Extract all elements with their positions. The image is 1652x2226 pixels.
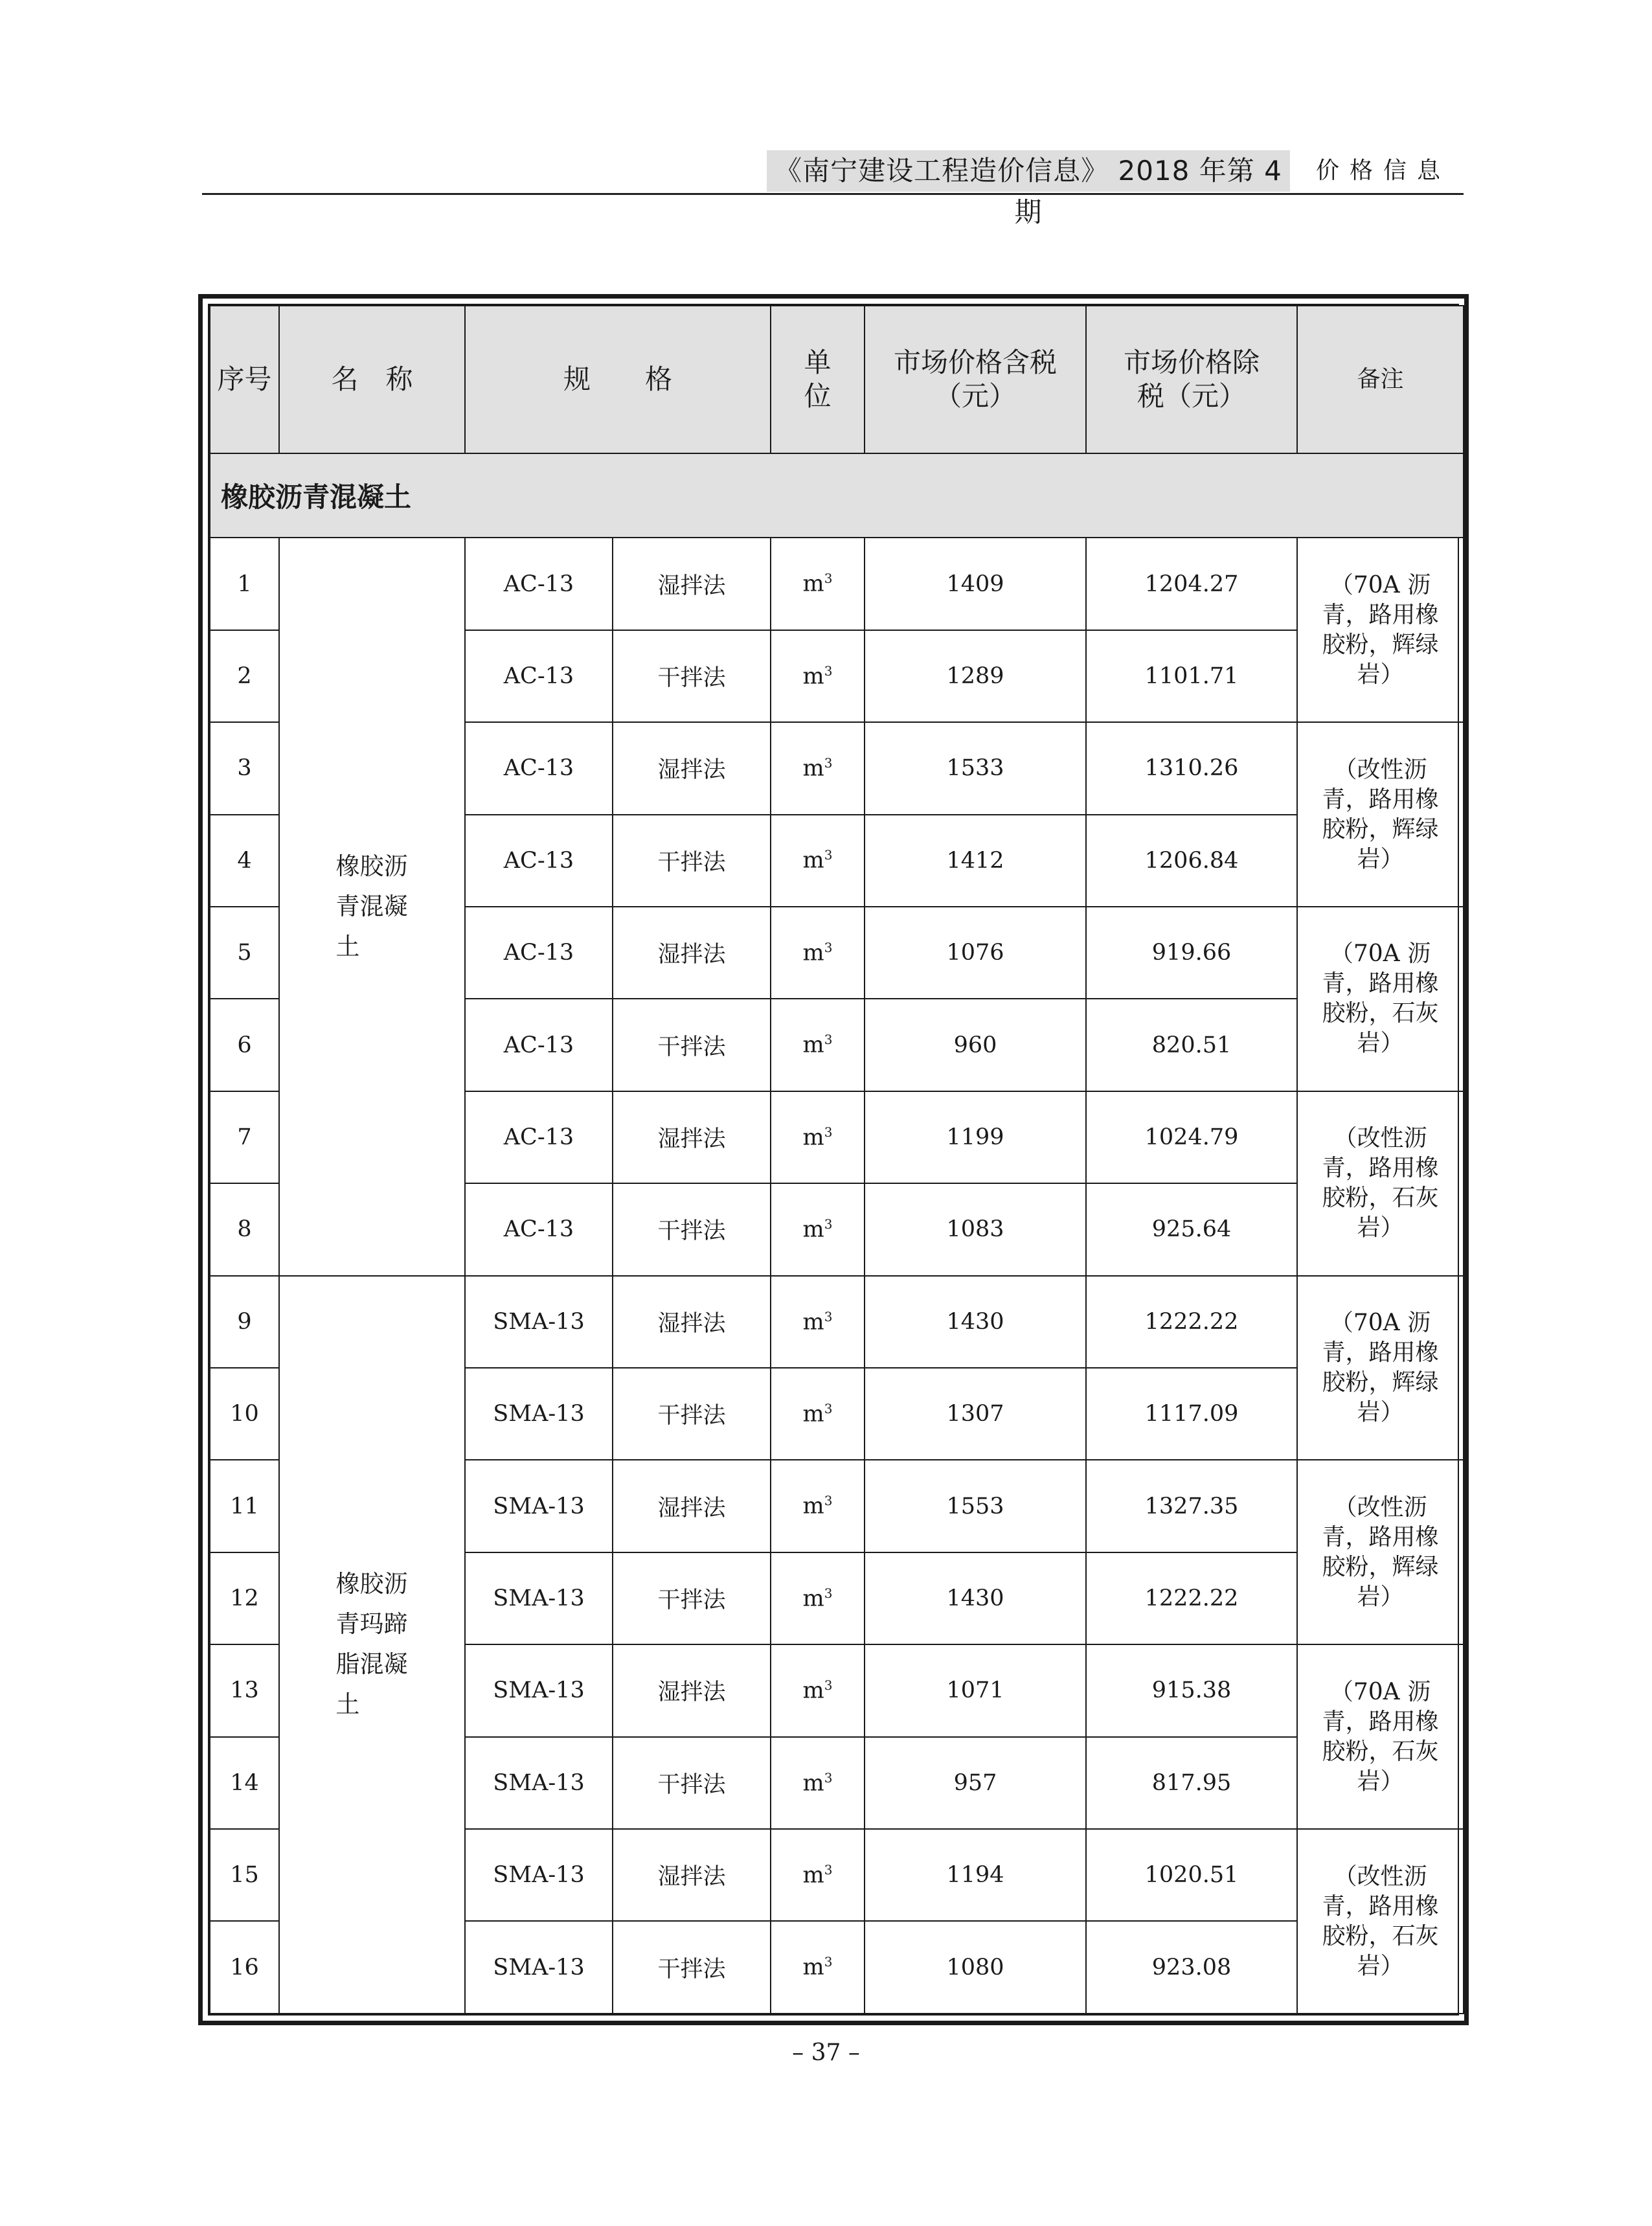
price-notax-cell: 925.64: [1086, 1183, 1297, 1275]
seq-cell: 10: [210, 1368, 279, 1460]
method-cell: 干拌法: [613, 815, 771, 907]
unit-superscript: 3: [824, 939, 833, 955]
price-notax-cell: 1101.71: [1086, 630, 1297, 722]
method-cell: 干拌法: [613, 999, 771, 1091]
group-name: 橡胶沥青玛蹄脂混凝土: [335, 1570, 408, 1719]
unit-superscript: 3: [824, 847, 833, 863]
unit-cell: [771, 1644, 865, 1736]
unit-base: m: [802, 940, 824, 966]
remark-cell: （70A 沥青，路用橡胶粉，石灰岩）: [1297, 907, 1464, 1091]
seq-cell: 9: [210, 1276, 279, 1368]
unit-base: m: [802, 755, 824, 782]
unit-base: m: [802, 1309, 824, 1335]
unit-cell: [771, 1552, 865, 1644]
price-notax-cell: 1222.22: [1086, 1552, 1297, 1644]
unit-superscript: 3: [824, 1308, 833, 1324]
header-seq: 序号: [210, 306, 279, 453]
unit-cell: [771, 815, 865, 907]
seq-cell: 6: [210, 999, 279, 1091]
table-row: [210, 538, 1464, 630]
method-cell: 湿拌法: [613, 1460, 771, 1552]
unit-superscript: 3: [824, 571, 833, 587]
unit-base: m: [802, 1677, 824, 1704]
price-table: [209, 305, 1464, 2014]
price-tax-cell: 1430: [865, 1276, 1086, 1368]
method-cell: 湿拌法: [613, 1829, 771, 1921]
price-notax-cell: 1117.09: [1086, 1368, 1297, 1460]
header-rule: [202, 193, 1464, 195]
name-cell: [279, 538, 465, 1275]
price-tax-cell: 1199: [865, 1091, 1086, 1183]
method-cell: 湿拌法: [613, 907, 771, 999]
header-remark: 备注: [1297, 306, 1464, 453]
method-cell: 干拌法: [613, 1183, 771, 1275]
seq-cell: 11: [210, 1460, 279, 1552]
unit-base: m: [802, 1032, 824, 1058]
unit-superscript: 3: [824, 1400, 833, 1416]
unit-cell: [771, 1183, 865, 1275]
unit-superscript: 3: [824, 663, 833, 679]
method-cell: 湿拌法: [613, 1644, 771, 1736]
spec-cell: AC-13: [465, 1183, 613, 1275]
unit-cell: [771, 722, 865, 814]
method-cell: 干拌法: [613, 1737, 771, 1829]
spec-cell: SMA-13: [465, 1921, 613, 2014]
unit-cell: [771, 907, 865, 999]
table-row: [210, 1276, 1464, 1368]
price-notax-cell: 1204.27: [1086, 538, 1297, 630]
unit-cell: [771, 1460, 865, 1552]
publication-title: 《南宁建设工程造价信息》 2018 年第 4 期: [767, 150, 1290, 192]
unit-cell: [771, 538, 865, 630]
unit-cell: [771, 1276, 865, 1368]
price-tax-cell: 1553: [865, 1460, 1086, 1552]
method-cell: 干拌法: [613, 1921, 771, 2014]
spec-cell: SMA-13: [465, 1552, 613, 1644]
price-tax-cell: 1409: [865, 538, 1086, 630]
unit-cell: [771, 630, 865, 722]
price-tax-cell: 960: [865, 999, 1086, 1091]
price-tax-cell: 1083: [865, 1183, 1086, 1275]
header-price-notax: 市场价格除税（元）: [1086, 306, 1297, 453]
unit-superscript: 3: [824, 1493, 833, 1509]
seq-cell: 2: [210, 630, 279, 722]
unit-base: m: [802, 848, 824, 874]
price-notax-cell: 923.08: [1086, 1921, 1297, 2014]
spec-cell: AC-13: [465, 538, 613, 630]
spec-cell: SMA-13: [465, 1368, 613, 1460]
spec-cell: AC-13: [465, 999, 613, 1091]
section-row: [210, 453, 1464, 538]
price-tax-cell: 1307: [865, 1368, 1086, 1460]
unit-cell: [771, 1737, 865, 1829]
header-price-tax: 市场价格含税（元）: [865, 306, 1086, 453]
spec-cell: AC-13: [465, 815, 613, 907]
price-tax-cell: 1194: [865, 1829, 1086, 1921]
unit-superscript: 3: [824, 1032, 833, 1048]
spec-cell: SMA-13: [465, 1276, 613, 1368]
section-label: 价格信息: [1316, 157, 1451, 184]
price-tax-cell: 1430: [865, 1552, 1086, 1644]
spec-cell: SMA-13: [465, 1460, 613, 1552]
method-cell: 湿拌法: [613, 1276, 771, 1368]
header-name: 名 称: [279, 306, 465, 453]
price-notax-cell: 817.95: [1086, 1737, 1297, 1829]
group-name: 橡胶沥青混凝土: [335, 852, 408, 960]
table-header-row: [210, 306, 1464, 453]
section-title: 橡胶沥青混凝土: [210, 453, 1464, 538]
page-number: – 37 –: [792, 2039, 860, 2066]
method-cell: 干拌法: [613, 1368, 771, 1460]
method-cell: 干拌法: [613, 630, 771, 722]
unit-superscript: 3: [824, 1677, 833, 1694]
price-table-frame: [198, 294, 1469, 2025]
remark-cell: （改性沥青，路用橡胶粉，石灰岩）: [1297, 1829, 1464, 2014]
unit-cell: [771, 1091, 865, 1183]
unit-superscript: 3: [824, 1861, 833, 1878]
method-cell: 干拌法: [613, 1552, 771, 1644]
header-unit: 单位: [771, 306, 865, 453]
remark-cell: （70A 沥青，路用橡胶粉，石灰岩）: [1297, 1644, 1464, 1829]
unit-base: m: [802, 1493, 824, 1519]
price-notax-cell: 1327.35: [1086, 1460, 1297, 1552]
unit-base: m: [802, 1770, 824, 1797]
spec-cell: AC-13: [465, 907, 613, 999]
unit-base: m: [802, 1955, 824, 1981]
unit-superscript: 3: [824, 1769, 833, 1786]
price-tax-cell: 1289: [865, 630, 1086, 722]
spec-cell: AC-13: [465, 1091, 613, 1183]
unit-base: m: [802, 1585, 824, 1612]
seq-cell: 3: [210, 722, 279, 814]
unit-superscript: 3: [824, 1124, 833, 1140]
price-notax-cell: 1206.84: [1086, 815, 1297, 907]
seq-cell: 12: [210, 1552, 279, 1644]
remark-cell: （改性沥青，路用橡胶粉，辉绿岩）: [1297, 1460, 1464, 1644]
header-spec: 规 格: [465, 306, 771, 453]
price-notax-cell: 1020.51: [1086, 1829, 1297, 1921]
page-header: [202, 144, 1464, 228]
remark-cell: （改性沥青，路用橡胶粉，辉绿岩）: [1297, 722, 1464, 907]
spec-cell: SMA-13: [465, 1644, 613, 1736]
unit-superscript: 3: [824, 1954, 833, 1970]
unit-superscript: 3: [824, 1216, 833, 1232]
spec-cell: SMA-13: [465, 1737, 613, 1829]
remark-cell: （改性沥青，路用橡胶粉，石灰岩）: [1297, 1091, 1464, 1276]
price-tax-cell: 1071: [865, 1644, 1086, 1736]
price-notax-cell: 1024.79: [1086, 1091, 1297, 1183]
unit-base: m: [802, 1124, 824, 1151]
seq-cell: 5: [210, 907, 279, 999]
name-cell: [279, 1276, 465, 2014]
seq-cell: 4: [210, 815, 279, 907]
unit-base: m: [802, 1862, 824, 1889]
seq-cell: 8: [210, 1183, 279, 1275]
price-notax-cell: 915.38: [1086, 1644, 1297, 1736]
method-cell: 湿拌法: [613, 722, 771, 814]
unit-base: m: [802, 1216, 824, 1243]
seq-cell: 7: [210, 1091, 279, 1183]
spec-cell: AC-13: [465, 630, 613, 722]
seq-cell: 1: [210, 538, 279, 630]
price-tax-cell: 1533: [865, 722, 1086, 814]
method-cell: 湿拌法: [613, 538, 771, 630]
price-tax-cell: 957: [865, 1737, 1086, 1829]
unit-cell: [771, 1921, 865, 2014]
price-notax-cell: 919.66: [1086, 907, 1297, 999]
remark-cell: （70A 沥青，路用橡胶粉，辉绿岩）: [1297, 1276, 1464, 1460]
seq-cell: 16: [210, 1921, 279, 2014]
price-tax-cell: 1076: [865, 907, 1086, 999]
price-notax-cell: 1310.26: [1086, 722, 1297, 814]
price-notax-cell: 820.51: [1086, 999, 1297, 1091]
unit-cell: [771, 1368, 865, 1460]
seq-cell: 14: [210, 1737, 279, 1829]
price-tax-cell: 1080: [865, 1921, 1086, 2014]
spec-cell: SMA-13: [465, 1829, 613, 1921]
unit-base: m: [802, 663, 824, 690]
unit-cell: [771, 999, 865, 1091]
method-cell: 湿拌法: [613, 1091, 771, 1183]
unit-superscript: 3: [824, 755, 833, 771]
spec-cell: AC-13: [465, 722, 613, 814]
seq-cell: 15: [210, 1829, 279, 1921]
price-notax-cell: 1222.22: [1086, 1276, 1297, 1368]
remark-cell: （70A 沥青，路用橡胶粉，辉绿岩）: [1297, 538, 1464, 722]
price-tax-cell: 1412: [865, 815, 1086, 907]
unit-base: m: [802, 1401, 824, 1427]
seq-cell: 13: [210, 1644, 279, 1736]
unit-superscript: 3: [824, 1585, 833, 1601]
unit-base: m: [802, 571, 824, 597]
unit-cell: [771, 1829, 865, 1921]
